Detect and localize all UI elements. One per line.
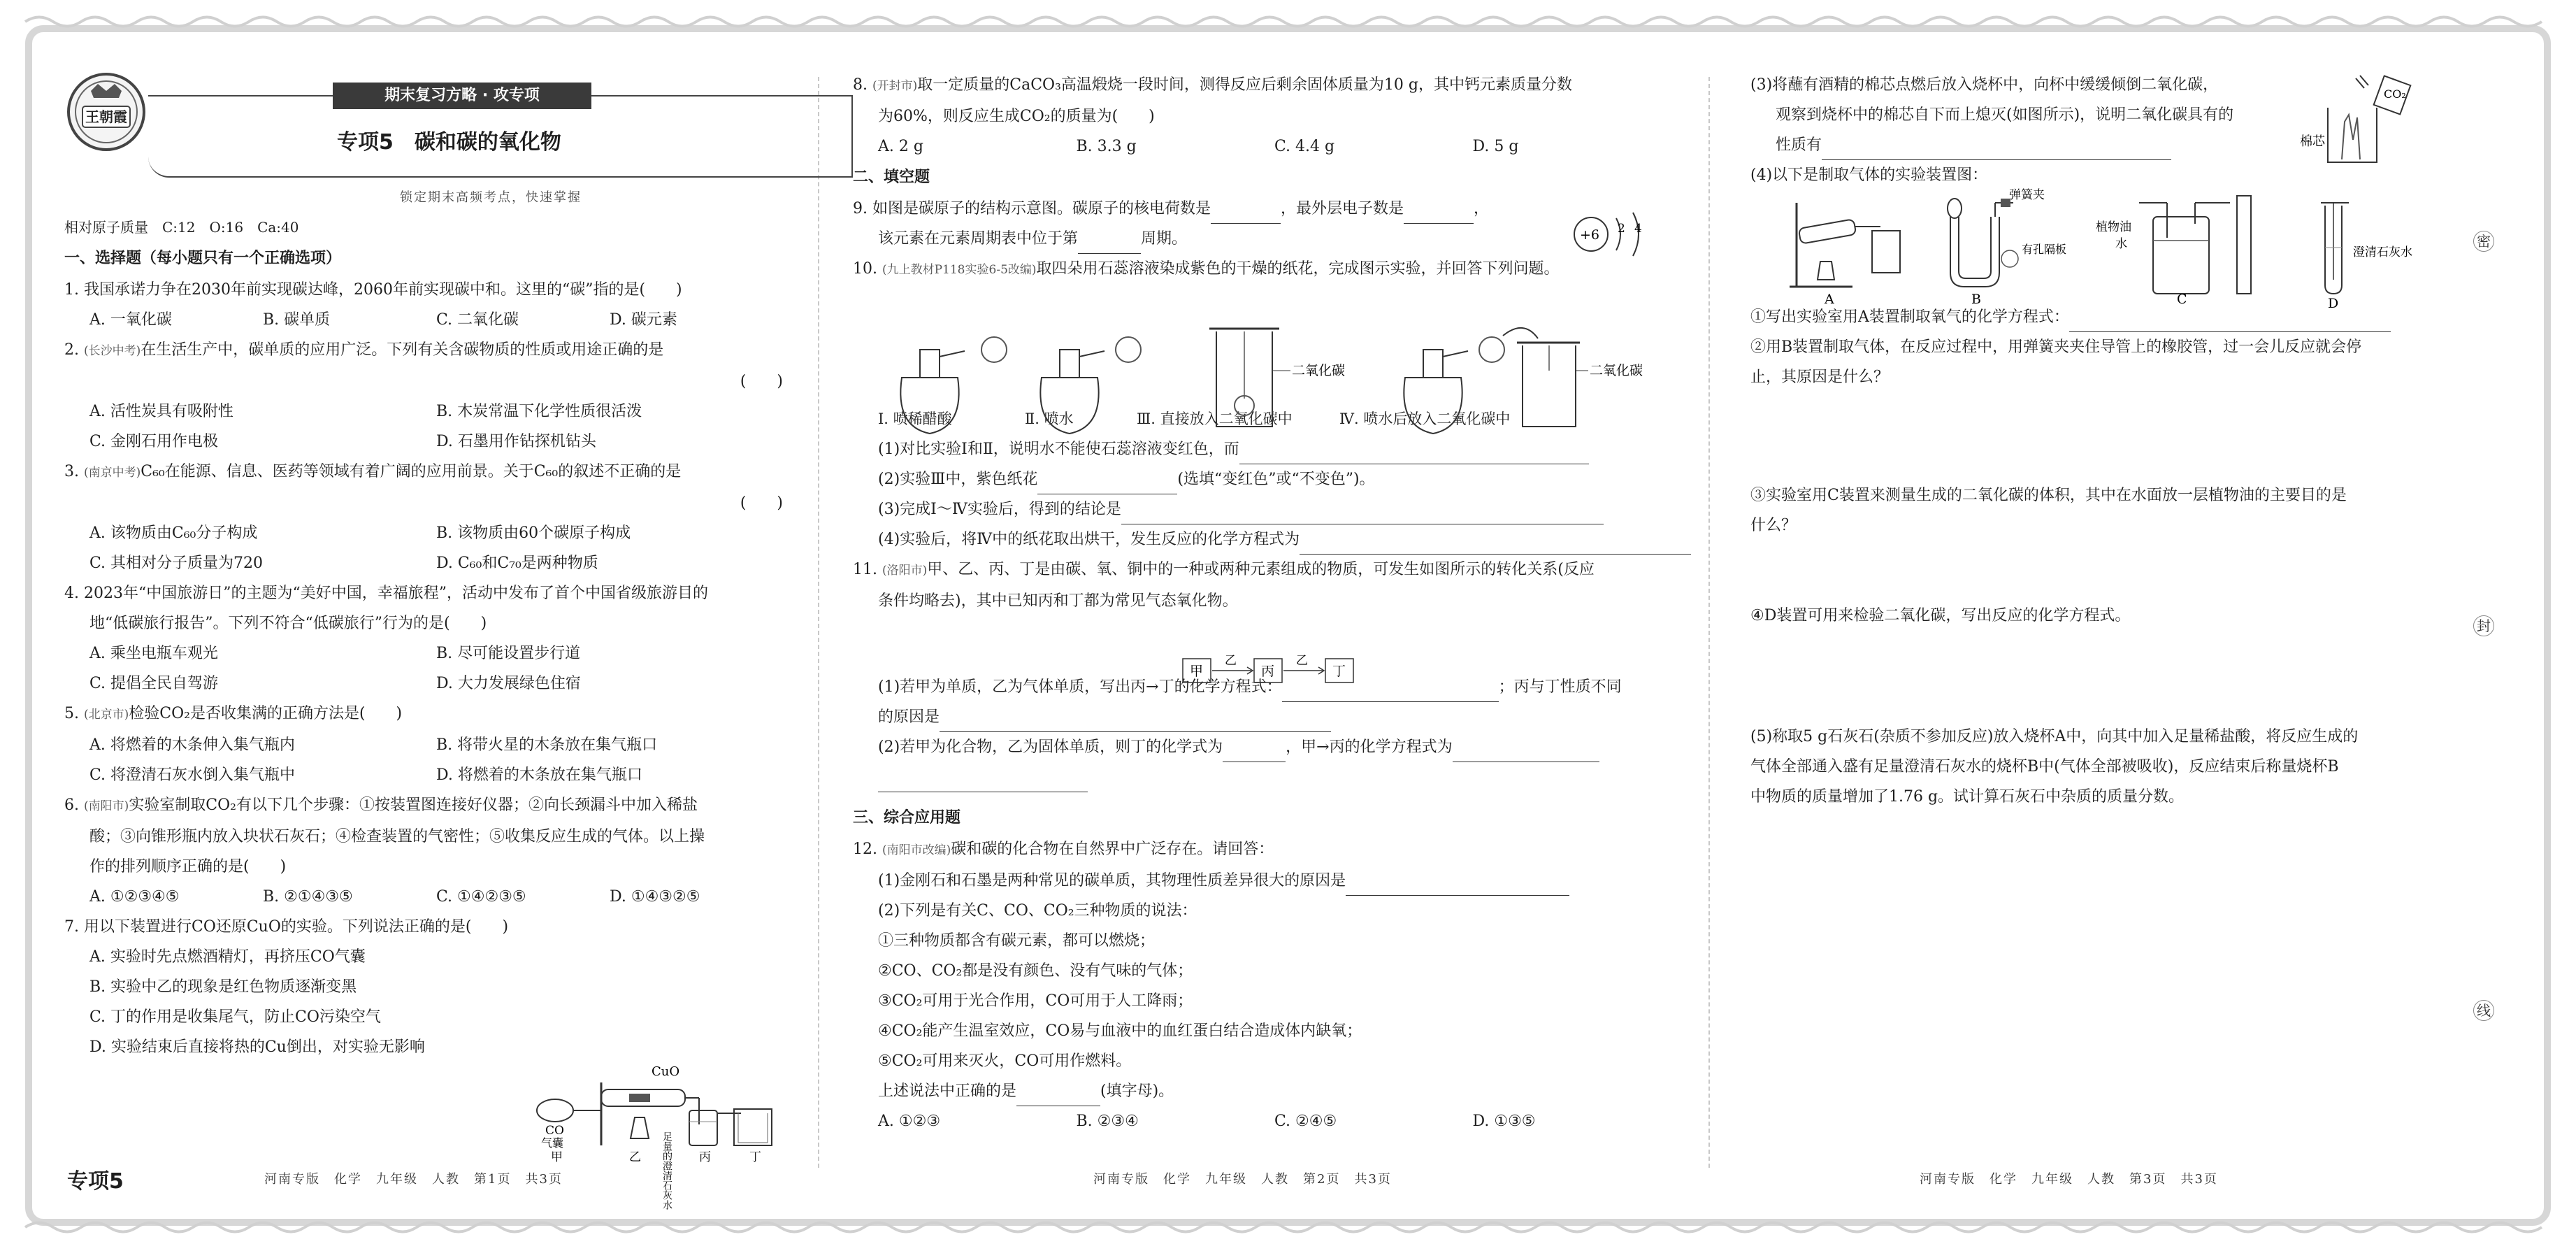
co-reduction-apparatus-figure bbox=[531, 1041, 783, 1210]
plate-label: 有孔隔板 bbox=[2022, 243, 2067, 256]
q12-options bbox=[853, 1106, 1671, 1136]
question-4-cont: 地“低碳旅行报告”。下列不符合“低碳旅行”行为的是( ) bbox=[89, 615, 487, 632]
apparatus-label: B bbox=[1971, 292, 1981, 307]
question-6-cont: 作的排列顺序正确的是( ) bbox=[89, 858, 287, 875]
q12-sub4-1: ①写出实验室用A装置制取氧气的化学方程式： bbox=[1750, 302, 2470, 332]
apparatus-label: D bbox=[2328, 296, 2339, 311]
wash-bottle-icon bbox=[689, 1110, 717, 1145]
option[interactable]: D. 碳元素 bbox=[610, 311, 677, 329]
q12-sub4: (4)以下是制取气体的实验装置图： bbox=[1750, 166, 1988, 184]
paper-flower-icon bbox=[1235, 396, 1254, 415]
wavy-border-top bbox=[25, 13, 2551, 31]
page-title: 专项5 碳和碳的氧化物 bbox=[337, 130, 561, 155]
answer-paren: ( ) bbox=[740, 494, 783, 512]
option[interactable]: B. 木炭常温下化学性质很活泼 bbox=[436, 403, 642, 420]
q12-item: ③CO₂可用于光合作用，CO可用于人工降雨； bbox=[878, 992, 1193, 1010]
option[interactable]: C. 其相对分子质量为720 bbox=[89, 555, 264, 572]
question-6-cont: 酸；③向锥形瓶内放入块状石灰石；④检查装置的气密性；⑤收集反应生成的气体。以上操 bbox=[89, 828, 705, 845]
question-11-cont: 条件均略去)，其中已知丙和丁都为常见气态氧化物。 bbox=[878, 592, 1238, 610]
option[interactable]: B. ②③④ bbox=[1076, 1113, 1139, 1130]
flow-node: 丙 bbox=[1261, 664, 1275, 679]
option[interactable]: B. 3.3 g bbox=[1076, 138, 1137, 155]
option[interactable]: D. ①③⑤ bbox=[1472, 1113, 1536, 1130]
q4-options bbox=[64, 638, 783, 669]
co2-label: 二氧化碳 bbox=[1292, 363, 1346, 378]
column-divider bbox=[1708, 77, 1710, 1168]
page-subtitle: 锁定期末高频考点，快速掌握 bbox=[400, 190, 582, 205]
caption: Ⅲ. 直接放入二氧化碳中 bbox=[1137, 410, 1293, 427]
question-source: (洛阳市) bbox=[882, 564, 928, 578]
electron-count: 4 bbox=[1634, 222, 1642, 236]
question-source: (开封市) bbox=[872, 79, 918, 93]
option[interactable]: A. ①②③ bbox=[878, 1113, 941, 1130]
co2-label: CO₂ bbox=[2384, 87, 2406, 101]
transfer-arrow-icon bbox=[1503, 328, 1538, 338]
q6-options bbox=[64, 882, 783, 912]
caption: Ⅱ. 喷水 bbox=[1025, 410, 1074, 427]
co-label: CO bbox=[545, 1124, 564, 1138]
spray-bottle-icon bbox=[1040, 337, 1141, 434]
flow-node: 甲 bbox=[1190, 664, 1204, 679]
cuo-label: CuO bbox=[652, 1064, 680, 1079]
header bbox=[64, 70, 783, 205]
apparatus-b-icon bbox=[1948, 188, 2066, 307]
oil-label: 植物油 bbox=[2096, 220, 2131, 234]
limewater-label: 澄清石灰水 bbox=[2353, 245, 2412, 259]
page-footer: 河南专版 化学 九年级 人教 第3页 共3页 bbox=[1920, 1172, 2218, 1187]
gas-preparation-apparatus-figure bbox=[1776, 188, 2412, 311]
answer-blank[interactable] bbox=[1404, 223, 1474, 224]
gas-bag-label: 气囊 bbox=[541, 1136, 564, 1150]
apparatus-d-icon bbox=[2321, 203, 2412, 311]
section-fill: 二、填空题 bbox=[853, 169, 930, 186]
column-1 bbox=[64, 70, 783, 1062]
flow-reagent: 乙 bbox=[1225, 654, 1237, 668]
option[interactable]: B. 尽可能设置步行道 bbox=[436, 645, 581, 662]
question-3: 3. (南京中考)C₆₀在能源、信息、医药等领域有着广阔的应用前景。关于C₆₀的叙述不正确的是 bbox=[64, 463, 682, 480]
q11-sub2-cont bbox=[853, 762, 1671, 792]
spray-bottle-icon bbox=[1404, 337, 1504, 434]
q7-option bbox=[64, 972, 783, 1002]
option[interactable]: B. 该物质由60个碳原子构成 bbox=[436, 524, 631, 542]
question-source: (南阳市) bbox=[83, 799, 129, 813]
question-5: 5. (北京市)检验CO₂是否收集满的正确方法是( ) bbox=[64, 705, 403, 722]
question-8: 8. (开封市)取一定质量的CaCO₃高温煅烧一段时间，测得反应后剩余固体质量为10 g，其中钙元素质量分数 bbox=[853, 76, 1572, 94]
question-source: (南京中考) bbox=[83, 466, 141, 480]
paper-flower-icon bbox=[1479, 337, 1504, 362]
wavy-border-bottom bbox=[25, 1218, 2551, 1236]
question-12: 12. (南阳市改编)碳和碳的化合物在自然界中广泛存在。请回答： bbox=[853, 841, 1274, 858]
option[interactable]: D. ①④③②⑤ bbox=[610, 888, 700, 906]
fig-label: 丙 bbox=[699, 1150, 711, 1164]
fig-label: 乙 bbox=[629, 1150, 641, 1164]
spray-bottle-icon bbox=[900, 337, 1007, 434]
q12-sub3-cont: 性质有 bbox=[1750, 130, 2470, 160]
option[interactable]: C. ①④②③⑤ bbox=[436, 888, 526, 906]
nucleus-charge: +6 bbox=[1580, 227, 1600, 243]
option[interactable]: A. ①②③④⑤ bbox=[89, 888, 180, 906]
q12-sub5: (5)称取5 g石灰石(杂质不参加反应)放入烧杯A中，向其中加入足量稀盐酸，将反应生成的 bbox=[1750, 728, 2359, 745]
q5-options bbox=[64, 730, 783, 760]
q12-sub5-cont: 气体全部通入盛有足量澄清石灰水的烧杯B中(气体全部被吸收)，反应结束后称量烧杯B bbox=[1750, 758, 2339, 775]
co2-candle-beaker-figure bbox=[2300, 73, 2412, 168]
question-source: (南阳市改编) bbox=[882, 843, 951, 857]
answer-space[interactable] bbox=[1750, 392, 2470, 480]
question-9-cont: 该元素在元素周期表中位于第 周期。 bbox=[853, 224, 1671, 254]
seal-line-mark: 线 bbox=[2473, 1000, 2494, 1021]
option[interactable]: B. ②①④③⑤ bbox=[263, 888, 353, 906]
q4-options bbox=[64, 669, 783, 699]
q11-sub1: (1)若甲为单质，乙为气体单质，写出丙→丁的化学方程式： ；丙与丁性质不同 bbox=[853, 672, 1671, 702]
clamp-label: 弹簧夹 bbox=[2009, 188, 2045, 202]
option[interactable]: D. 将燃着的木条放在集气瓶口 bbox=[436, 766, 642, 784]
seal-line-mark: 密 bbox=[2473, 231, 2494, 252]
wick-icon bbox=[2342, 115, 2360, 159]
gas-jar-icon bbox=[1517, 343, 1643, 427]
q12-sub4-2-cont: 止，其原因是什么？ bbox=[1750, 369, 1890, 386]
option[interactable]: A. 该物质由C₆₀分子构成 bbox=[89, 524, 258, 542]
q12-item: ④CO₂能产生温室效应，CO易与血液中的血红蛋白结合造成体内缺氧； bbox=[878, 1022, 1362, 1040]
q12-sub3: (3)将蘸有酒精的棉芯点燃后放入烧杯中，向杯中缓缓倾倒二氧化碳， bbox=[1750, 76, 2219, 94]
option[interactable]: B. 碳单质 bbox=[263, 311, 331, 329]
q2-options bbox=[64, 427, 783, 457]
graduated-cylinder-icon bbox=[2237, 196, 2251, 294]
option[interactable]: C. ②④⑤ bbox=[1274, 1113, 1337, 1130]
paper-flower-icon bbox=[1116, 337, 1141, 362]
option[interactable]: D. 实验结束后直接将热的Cu倒出，对实验无影响 bbox=[89, 1038, 425, 1056]
column-2 bbox=[853, 70, 1671, 1136]
q5-options bbox=[64, 760, 783, 790]
litmus-flower-experiments-figure bbox=[874, 322, 1643, 441]
gas-jar-icon bbox=[1209, 329, 1345, 427]
section-choice: 一、选择题（每小题只有一个正确选项） bbox=[64, 250, 342, 267]
option[interactable]: A. 2 g bbox=[878, 138, 923, 155]
option[interactable]: A. 实验时先点燃酒精灯，再挤压CO气囊 bbox=[89, 948, 366, 966]
q8-options bbox=[853, 131, 1671, 162]
co2-label: 二氧化碳 bbox=[1590, 363, 1643, 378]
option[interactable]: C. 4.4 g bbox=[1274, 138, 1335, 155]
water-label: 水 bbox=[2115, 237, 2127, 251]
apparatus-a-icon bbox=[1790, 203, 1900, 307]
option[interactable]: C. 丁的作用是收集尾气，防止CO污染空气 bbox=[89, 1008, 381, 1026]
q12-sub4-2: ②用B装置制取气体，在反应过程中，用弹簧夹夹住导管上的橡胶管，过一会儿反应就会停 bbox=[1750, 338, 2362, 356]
page-footer: 河南专版 化学 九年级 人教 第2页 共3页 bbox=[1093, 1172, 1392, 1187]
question-6: 6. (南阳市)实验室制取CO₂有以下几个步骤：①按装置图连接好仪器；②向长颈漏斗中加入稀盐 bbox=[64, 796, 698, 814]
option[interactable]: C. 二氧化碳 bbox=[436, 311, 519, 329]
question-1: 1. 我国承诺力争在2030年前实现碳达峰，2060年前实现碳中和。这里的“碳”指的是( ) bbox=[64, 281, 682, 299]
atomic-mass: 相对原子质量 C:12 O:16 Ca:40 bbox=[64, 219, 299, 236]
alcohol-lamp-icon bbox=[631, 1117, 649, 1138]
wick-label: 棉芯 bbox=[2300, 134, 2325, 149]
q12-ask: 上述说法中正确的是 (填字母)。 bbox=[853, 1076, 1671, 1106]
caption: Ⅳ. 喷水后放入二氧化碳中 bbox=[1339, 410, 1511, 427]
q12-sub5-cont: 中物质的质量增加了1.76 g。试计算石灰石中杂质的质量分数。 bbox=[1750, 788, 2185, 806]
flow-reagent: 乙 bbox=[1296, 654, 1308, 668]
q12-sub4-3-cont: 什么？ bbox=[1750, 517, 1797, 534]
column-divider bbox=[818, 77, 819, 1168]
question-11: 11. (洛阳市)甲、乙、丙、丁是由碳、氧、铜中的一种或两种元素组成的物质，可发生如图所示的转化关系(反应 bbox=[853, 561, 1595, 578]
option[interactable]: A. 乘坐电瓶车观光 bbox=[89, 645, 218, 662]
section-apply: 三、综合应用题 bbox=[853, 809, 961, 827]
option[interactable]: D. 大力发展绿色住宿 bbox=[436, 675, 581, 692]
q10-sub4: (4)实验后，将Ⅳ中的纸花取出烘干，发生反应的化学方程式为 bbox=[853, 524, 1671, 555]
limewater-label: 足量的澄清石灰水 bbox=[661, 1131, 672, 1210]
page-footer: 河南专版 化学 九年级 人教 第1页 共3页 bbox=[264, 1172, 563, 1187]
q12-item: ⑤CO₂可用来灭火，CO可用作燃料。 bbox=[878, 1052, 1132, 1070]
option[interactable]: C. 金刚石用作电极 bbox=[89, 433, 219, 450]
option[interactable]: B. 将带火星的木条放在集气瓶口 bbox=[436, 736, 658, 754]
answer-space[interactable] bbox=[1750, 541, 2470, 601]
electron-count: 2 bbox=[1618, 222, 1625, 236]
collection-bottle-icon bbox=[734, 1109, 772, 1145]
seal-line-mark: 封 bbox=[2473, 615, 2494, 636]
question-8-cont: 为60%，则反应生成CO₂的质量为( ) bbox=[878, 108, 1155, 125]
q12-sub1: (1)金刚石和石墨是两种常见的碳单质，其物理性质差异很大的原因是 bbox=[853, 866, 1671, 896]
section-banner: 期末复习方略 · 攻专项 bbox=[333, 83, 591, 109]
footer-tag: 专项5 bbox=[67, 1169, 124, 1194]
q2-options bbox=[64, 396, 783, 427]
option[interactable]: D. 石墨用作钻探机钻头 bbox=[436, 433, 596, 450]
logo-text: 王朝霞 bbox=[85, 108, 127, 125]
q7-option bbox=[64, 942, 783, 972]
question-2: 2. (长沙中考)在生活生产中，碳单质的应用广泛。下列有关含碳物质的性质或用途正确的是 bbox=[64, 341, 664, 359]
option[interactable]: D. 5 g bbox=[1472, 138, 1519, 155]
question-source: (北京市) bbox=[83, 708, 129, 722]
q11-sub2: (2)若甲为化合物，乙为固体单质，则丁的化学式为 ，甲→丙的化学方程式为 bbox=[853, 732, 1671, 762]
answer-paren: ( ) bbox=[740, 373, 783, 390]
q10-sub1: (1)对比实验Ⅰ和Ⅱ，说明水不能使石蕊溶液变红色，而 bbox=[853, 434, 1671, 464]
apparatus-c-icon bbox=[2096, 196, 2251, 307]
option[interactable]: A. 一氧化碳 bbox=[89, 311, 172, 329]
q7-option bbox=[64, 1002, 783, 1032]
fig-label: 丁 bbox=[749, 1150, 761, 1164]
q12-sub4-3: ③实验室用C装置来测量生成的二氧化碳的体积，其中在水面放一层植物油的主要目的是 bbox=[1750, 487, 2347, 504]
flow-node: 丁 bbox=[1332, 664, 1346, 679]
conversion-flow-diagram bbox=[1181, 649, 1363, 685]
q11-sub1-cont: 的原因是 bbox=[853, 702, 1671, 732]
q10-sub3: (3)完成Ⅰ～Ⅳ实验后，得到的结论是 bbox=[853, 494, 1671, 524]
q12-sub3-cont: 观察到烧杯中的棉芯自下而上熄灭(如图所示)，说明二氧化碳具有的 bbox=[1776, 106, 2234, 124]
q12-item: ②CO、CO₂都是没有颜色、没有气味的气体； bbox=[878, 962, 1193, 980]
option[interactable]: A. 将燃着的木条伸入集气瓶内 bbox=[89, 736, 295, 754]
fig-label: 甲 bbox=[551, 1150, 563, 1164]
q12-item: ①三种物质都含有碳元素，都可以燃烧； bbox=[878, 932, 1156, 950]
carbon-atom-structure-figure bbox=[1566, 203, 1657, 266]
question-9: 9. 如图是碳原子的结构示意图。碳原子的核电荷数是 ，最外层电子数是 ， bbox=[853, 194, 1671, 224]
q1-options bbox=[64, 305, 783, 335]
q12-sub2: (2)下列是有关C、CO、CO₂三种物质的说法： bbox=[878, 902, 1197, 920]
option[interactable]: C. 提倡全民自驾游 bbox=[89, 675, 219, 692]
question-7: 7. 用以下装置进行CO还原CuO的实验。下列说法正确的是( ) bbox=[64, 918, 509, 936]
answer-space[interactable] bbox=[1750, 631, 2470, 722]
question-10: 10. (九上教材P118实验6-5改编)取四朵用石蕊溶液染成紫色的干燥的纸花，完成图示实验，并回答下列问题。 bbox=[853, 260, 1560, 278]
option[interactable]: D. C₆₀和C₇₀是两种物质 bbox=[436, 555, 598, 572]
option[interactable]: C. 将澄清石灰水倒入集气瓶中 bbox=[89, 766, 296, 784]
q3-options bbox=[64, 548, 783, 578]
question-source: (九上教材P118实验6-5改编) bbox=[882, 263, 1037, 277]
paper-flower-icon bbox=[981, 337, 1007, 362]
column-3 bbox=[1750, 70, 2470, 812]
q10-sub2: (2)实验Ⅲ中，紫色纸花 (选填“变红色”或“不变色”)。 bbox=[853, 464, 1671, 494]
apparatus-label: C bbox=[2177, 292, 2187, 307]
q3-options bbox=[64, 518, 783, 548]
q12-sub4-4: ④D装置可用来检验二氧化碳，写出反应的化学方程式。 bbox=[1750, 607, 2131, 624]
question-source: (长沙中考) bbox=[83, 344, 141, 358]
question-4: 4. 2023年“中国旅游日”的主题为“美好中国，幸福旅程”，活动中发布了首个中国省级旅游目的 bbox=[64, 585, 708, 602]
apparatus-label: A bbox=[1825, 292, 1834, 307]
caption: Ⅰ. 喷稀醋酸 bbox=[878, 410, 952, 427]
option[interactable]: B. 实验中乙的现象是红色物质逐渐变黑 bbox=[89, 978, 357, 996]
answer-blank[interactable] bbox=[1346, 895, 1569, 896]
option[interactable]: A. 活性炭具有吸附性 bbox=[89, 403, 233, 420]
answer-blank[interactable] bbox=[1211, 223, 1281, 224]
gas-bag-icon bbox=[537, 1099, 573, 1122]
